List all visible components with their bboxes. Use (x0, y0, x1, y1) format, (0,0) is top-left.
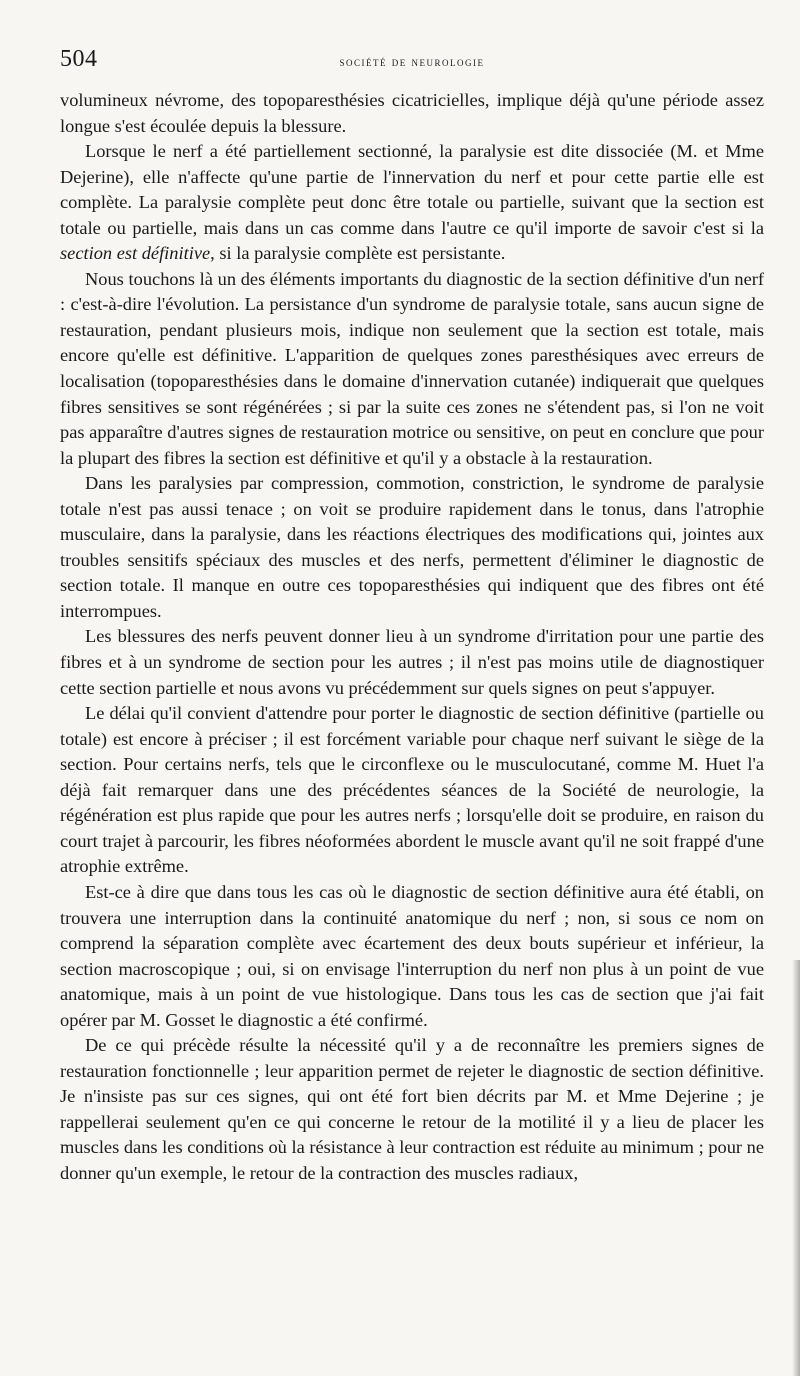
running-head: société de neurologie (339, 54, 485, 69)
text-run: Nous touchons là un des éléments importants du diagnostic de la section définitive d'un nerf : c'est-à-dire l'évolution. La persistance d'un syndrome de paralysie totale, sans aucun signe de restauration, pendant plusieurs mois, indique non seulement que la section est totale, mais encore qu'elle est définitive. L'apparition de quelques zones paresthésiques avec erreurs de localisation (topoparesthésies dans le domaine d'innervation cutanée) indiquerait que quelques fibres sensitives se sont régénérées ; si par la suite ces zones ne s'étendent pas, si l'on ne voit pas apparaître d'autres signes de restauration motrice ou sensitive, on peut en conclure que pour la plupart des fibres la section est définitive et qu'il y a obstacle à la restauration. (60, 268, 764, 468)
page-number: 504 (60, 46, 98, 72)
text-run: Les blessures des nerfs peuvent donner lieu à un syndrome d'irritation pour une partie des fibres et à un syndrome de section pour les autres ; il n'est pas moins utile de diagnostiquer cette section partielle et nous avons vu précédemment sur quels signes on peut s'appuyer. (60, 626, 764, 698)
document-page (60, 46, 764, 1187)
text-run: volumineux névrome, des topoparesthésies cicatricielles, implique déjà qu'une période assez longue s'est écoulée depuis la blessure. (60, 90, 764, 136)
text-run: Dans les paralysies par compression, commotion, constriction, le syndrome de paralysie totale n'est pas aussi tenace ; on voit se produire rapidement dans le tonus, dans l'atrophie musculaire, dans la paralysie, dans les réactions électriques des modifications qui, jointes aux troubles sensitifs spéciaux des muscles et des nerfs, permettent d'éliminer le diagnostic de section totale. Il manque en outre ces topoparesthésies qui indiquent que des fibres ont été interrompues. (60, 473, 764, 621)
text-run: , si la paralysie complète est persistante. (210, 243, 506, 264)
paragraph (60, 139, 764, 267)
paragraph (60, 880, 764, 1033)
paragraph (60, 624, 764, 701)
text-run: Lorsque le nerf a été partiellement sectionné, la paralysie est dite dissociée (M. et Mme Dejerine), elle n'affecte qu'une partie de l'innervation du nerf et pour cette partie elle est complète. La paralysie complète peut donc être totale ou partielle, suivant que la section est totale ou partielle, mais dans un cas comme dans l'autre ce qu'il importe de savoir c'est si la (60, 141, 764, 238)
scan-edge-shadow (792, 960, 800, 1376)
paragraph (60, 471, 764, 624)
italic-emphasis: section est définitive (60, 243, 211, 264)
paragraph (60, 88, 764, 139)
paragraph (60, 267, 764, 471)
body-text (60, 88, 764, 1187)
page-header (60, 46, 764, 76)
paragraph (60, 1033, 764, 1186)
text-run: Le délai qu'il convient d'attendre pour porter le diagnostic de section définitive (partielle ou totale) est encore à préciser ; il est forcément variable pour chaque nerf suivant le siège de la section. Pour certains nerfs, tels que le circonflexe ou le musculocutané, comme M. Huet l'a déjà fait remarquer dans une des précédentes séances de la Société de neurologie, la régénération est plus rapide que pour les autres nerfs ; lorsqu'elle doit se produire, en raison du court trajet à parcourir, les fibres néoformées abordent le muscle avant qu'il ne soit frappé d'une atrophie extrême. (60, 703, 764, 877)
paragraph (60, 701, 764, 880)
text-run: De ce qui précède résulte la nécessité qu'il y a de reconnaître les premiers signes de restauration fonctionnelle ; leur apparition permet de rejeter le diagnostic de section définitive. Je n'insiste pas sur ces signes, qui ont été fort bien décrits par M. et Mme Dejerine ; je rappellerai seulement qu'en ce qui concerne le retour de la motilité il y a lieu de placer les muscles dans les conditions où la résistance à leur contraction est réduite au minimum ; pour ne donner qu'un exemple, le retour de la contraction des muscles radiaux, (60, 1035, 764, 1183)
text-run: Est-ce à dire que dans tous les cas où le diagnostic de section définitive aura été établi, on trouvera une interruption dans la continuité anatomique du nerf ; non, si sous ce nom on comprend la séparation complète avec écartement des deux bouts supérieur et inférieur, la section macroscopique ; oui, si on envisage l'interruption du nerf non plus à un point de vue anatomique, mais à un point de vue histologique. Dans tous les cas de section que j'ai fait opérer par M. Gosset le diagnostic a été confirmé. (60, 881, 764, 1030)
